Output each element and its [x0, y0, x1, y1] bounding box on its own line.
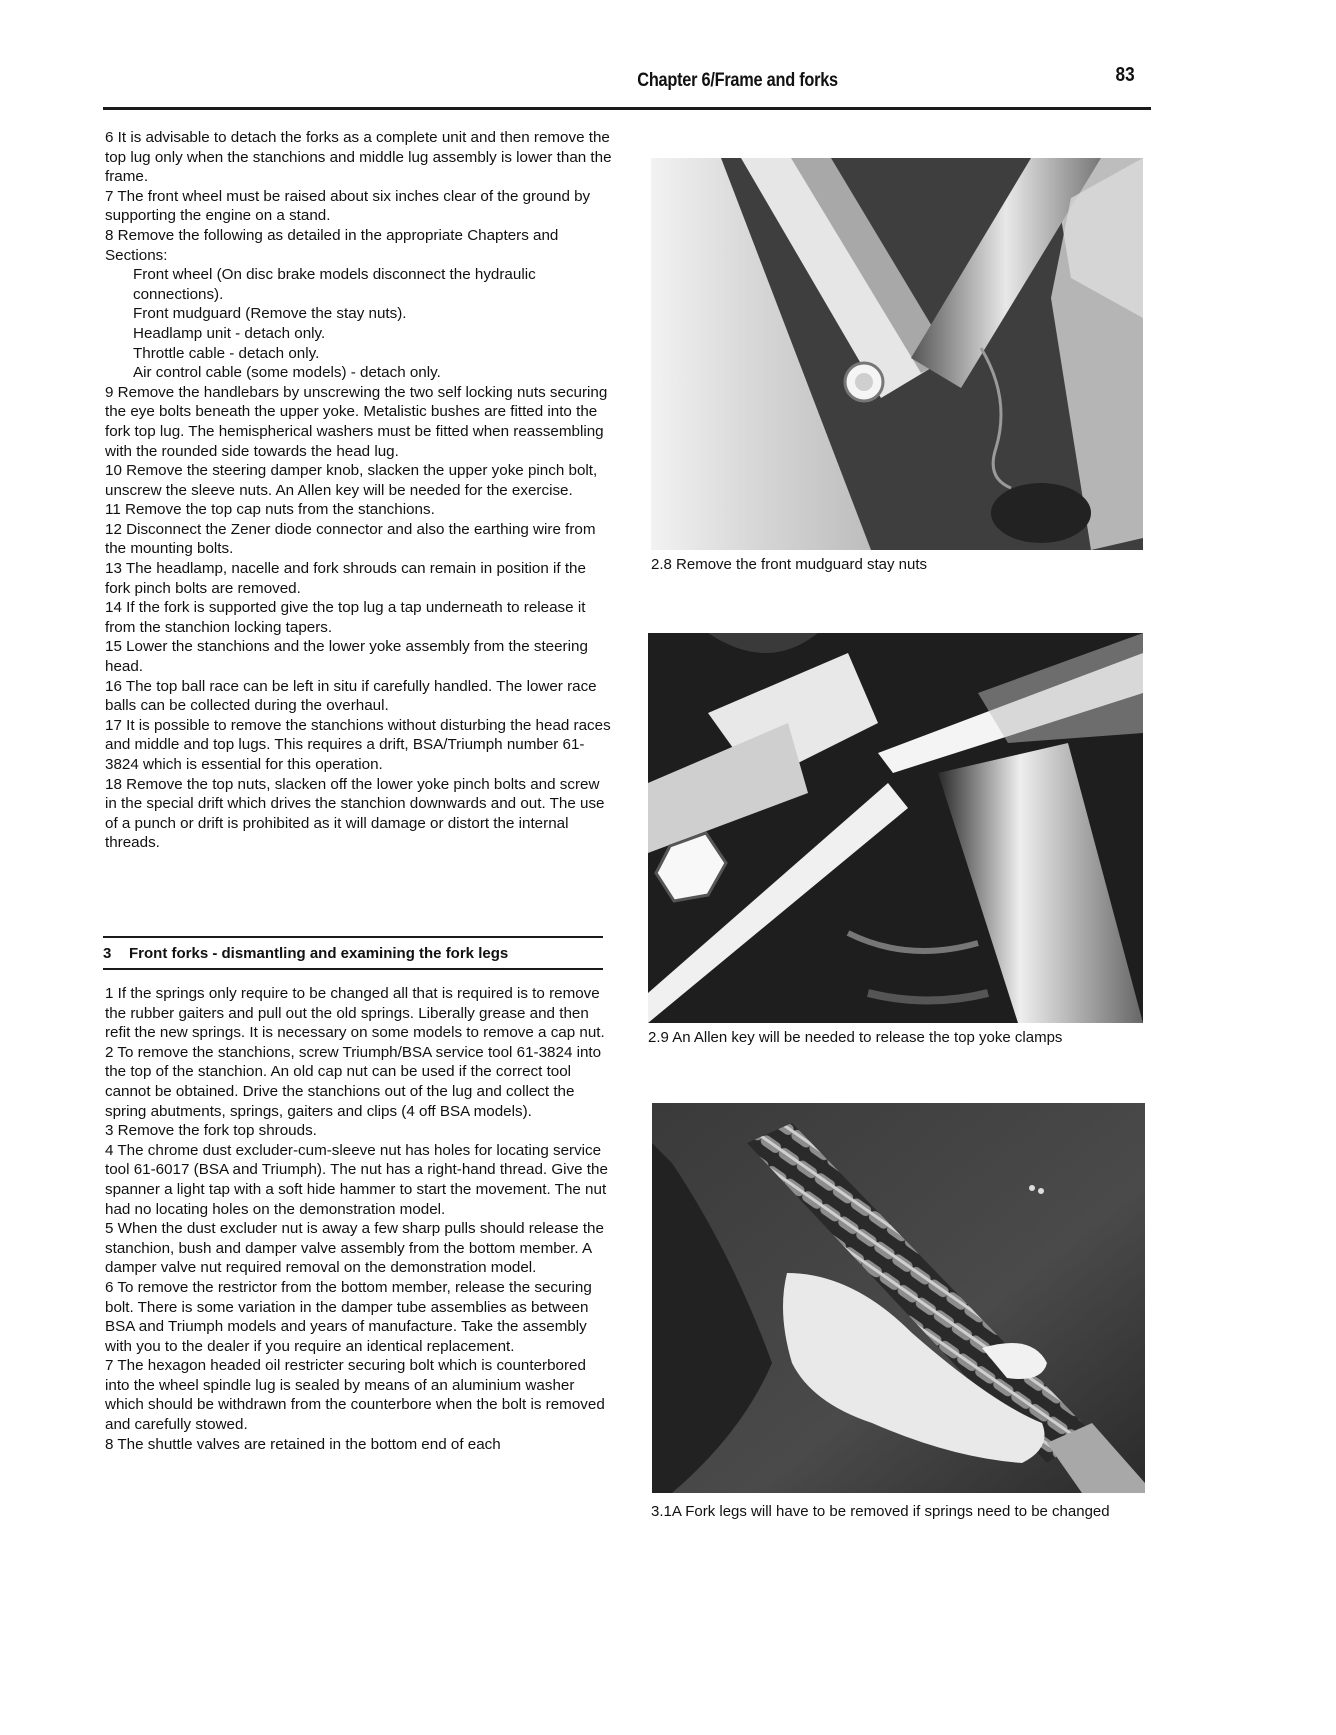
paragraph: 1 If the springs only require to be changed all that is required is to remove the rubber gaiters and pull out the old springs. Liberally grease and then refit the new springs. It is necessary on some models to remove a cap nut.	[105, 985, 605, 1042]
section-heading	[103, 938, 603, 968]
paragraph: 7 The hexagon headed oil restricter securing bolt which is counterbored into the wheel spindle lug is sealed by means of an aluminium washer which should be withdrawn from the counterbore when the bolt is removed and carefully stowed.	[105, 1357, 605, 1434]
section-3-text	[105, 984, 613, 1454]
paragraph: 17 It is possible to remove the stanchions without disturbing the head races and middle and top lugs. This requires a drift, BSA/Triumph number 61-3824 which is essential for this operation.	[105, 716, 611, 773]
photo-image	[651, 158, 1143, 550]
list-item: Front mudguard (Remove the stay nuts).	[133, 305, 407, 323]
figure-caption: 2.8 Remove the front mudguard stay nuts	[651, 556, 927, 573]
list-item: Front wheel (On disc brake models disconnect the hydraulic connections).	[133, 266, 536, 303]
paragraph: 5 When the dust excluder nut is away a few sharp pulls should release the stanchion, bush and damper valve assembly from the bottom member. A damper valve nut required removal on the demonstration model.	[105, 1220, 604, 1277]
paragraph: 6 It is advisable to detach the forks as a complete unit and then remove the top lug only when the stanchions and middle lug assembly is lower than the frame.	[105, 129, 612, 186]
paragraph: 18 Remove the top nuts, slacken off the lower yoke pinch bolts and screw in the special drift which drives the stanchion downwards and out. The use of a punch or drift is prohibited as it will damage or distort the internal threads.	[105, 775, 605, 852]
paragraph: 8 The shuttle valves are retained in the bottom end of each	[105, 1435, 501, 1453]
paragraph: 16 The top ball race can be left in situ if carefully handled. The lower race balls can be collected during the overhaul.	[105, 677, 597, 715]
photo-image	[648, 633, 1143, 1023]
header-rule	[103, 107, 1151, 110]
list-item: Air control cable (some models) - detach only.	[133, 364, 441, 382]
paragraph: 9 Remove the handlebars by unscrewing the two self locking nuts securing the eye bolts beneath the upper yoke. Metalistic bushes are fitted into the fork top lug. The hemispherical washers must be fitted when reassembling with the rounded side towards the head lug.	[105, 383, 608, 460]
photo-image	[652, 1103, 1145, 1493]
paragraph: 11 Remove the top cap nuts from the stanchions.	[105, 501, 435, 519]
paragraph: 15 Lower the stanchions and the lower yoke assembly from the steering head.	[105, 638, 588, 676]
paragraph: 14 If the fork is supported give the top lug a tap underneath to release it from the stanchion locking tapers.	[105, 599, 586, 636]
figure-caption: 2.9 An Allen key will be needed to release the top yoke clamps	[648, 1029, 1063, 1046]
paragraph: 10 Remove the steering damper knob, slacken the upper yoke pinch bolt, unscrew the sleeve nuts. An Allen key will be needed for the exercise.	[105, 462, 598, 499]
page-number: 83	[1115, 64, 1135, 86]
section-rule	[103, 968, 603, 970]
paragraph: 8 Remove the following as detailed in the appropriate Chapters and Sections:	[105, 226, 559, 264]
paragraph: 4 The chrome dust excluder-cum-sleeve nut has holes for locating service tool 61-6017 (BSA and Triumph). The nut has a right-hand thread. Give the spanner a light tap with a soft hide hammer to start the movement. The nut had no locating holes on the demonstration model.	[105, 1141, 608, 1218]
left-column-text	[105, 128, 613, 853]
chapter-title: Chapter 6/Frame and forks	[637, 70, 838, 91]
section-title: Front forks - dismantling and examining the fork legs	[129, 945, 509, 962]
paragraph: 3 Remove the fork top shrouds.	[105, 1122, 317, 1140]
photo-fork-spring-in-hand	[652, 1103, 1145, 1493]
paragraph: 13 The headlamp, nacelle and fork shrouds can remain in position if the fork pinch bolts are removed.	[105, 560, 586, 597]
paragraph: 6 To remove the restrictor from the bottom member, release the securing bolt. There is some variation in the damper tube assemblies as between BSA and Triumph models and years of manufacture. Take the assembly with you to the dealer if you require an identical replacement.	[105, 1278, 592, 1355]
photo-allen-key-top-yoke	[648, 633, 1143, 1023]
section-heading-block	[103, 936, 603, 970]
paragraph: 7 The front wheel must be raised about six inches clear of the ground by supporting the engine on a stand.	[105, 187, 591, 225]
paragraph: 2 To remove the stanchions, screw Triumph/BSA service tool 61-3824 into the top of the stanchion. An old cap nut can be used if the correct tool cannot be obtained. Drive the stanchions out of the lug and collect the spring abutments, springs, gaiters and clips (4 off BSA models).	[105, 1043, 602, 1120]
section-number: 3	[103, 945, 112, 962]
list-item: Throttle cable - detach only.	[133, 344, 320, 362]
photo-fork-stay-nuts	[651, 158, 1143, 550]
list-item: Headlamp unit - detach only.	[133, 324, 326, 342]
figure-caption: 3.1A Fork legs will have to be removed if springs need to be changed	[651, 1503, 1110, 1520]
paragraph: 12 Disconnect the Zener diode connector and also the earthing wire from the mounting bolts.	[105, 520, 596, 558]
